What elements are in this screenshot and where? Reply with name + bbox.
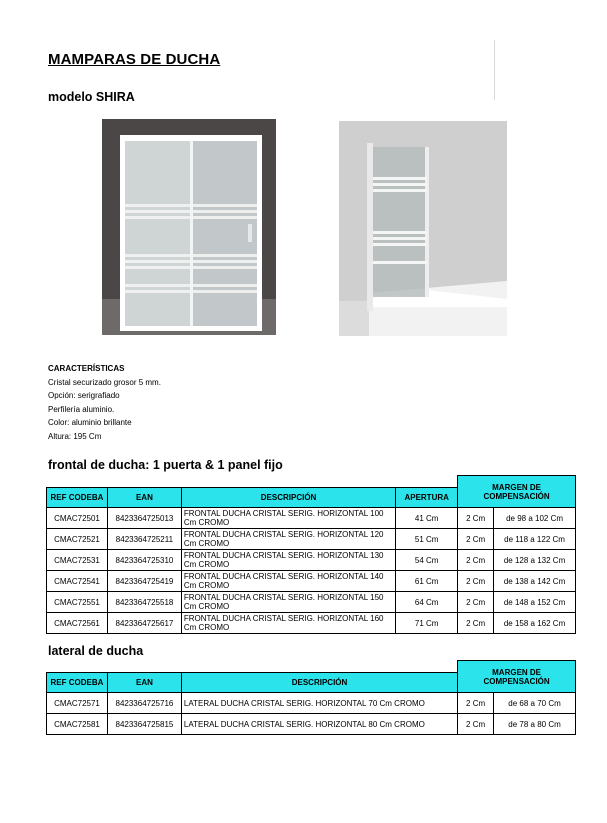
page-title: MAMPARAS DE DUCHA: [48, 51, 221, 68]
ref-cell: CMAC72531: [47, 550, 108, 571]
table-row: [47, 592, 576, 613]
margen-cell: 2 Cm: [458, 613, 494, 634]
apertura-cell: 71 Cm: [396, 613, 458, 634]
range-cell: de 138 a 142 Cm: [494, 571, 576, 592]
model-name: modelo SHIRA: [48, 90, 135, 104]
header-ean: EAN: [107, 488, 181, 508]
margen-cell: 2 Cm: [458, 529, 494, 550]
ean-cell: 8423364725419: [107, 571, 181, 592]
table-row: [47, 508, 576, 529]
range-cell: de 78 a 80 Cm: [494, 714, 576, 735]
ref-cell: CMAC72561: [47, 613, 108, 634]
margen-cell: 2 Cm: [458, 714, 494, 735]
characteristic-line: Opción: serigrafiado: [48, 391, 120, 400]
desc-cell: FRONTAL DUCHA CRISTAL SERIG. HORIZONTAL 100 Cm CROMO: [181, 508, 395, 529]
lateral-product-image: [339, 121, 507, 336]
header-margen: MARGEN DE COMPENSACIÓN: [458, 661, 576, 693]
characteristics-heading: CARACTERÍSTICAS: [48, 364, 125, 373]
margen-cell: 2 Cm: [458, 508, 494, 529]
frontal-product-image: [102, 119, 276, 335]
header-desc: DESCRIPCIÓN: [181, 673, 457, 693]
apertura-cell: 51 Cm: [396, 529, 458, 550]
ref-cell: CMAC72541: [47, 571, 108, 592]
range-cell: de 98 a 102 Cm: [494, 508, 576, 529]
apertura-cell: 41 Cm: [396, 508, 458, 529]
desc-cell: FRONTAL DUCHA CRISTAL SERIG. HORIZONTAL 140 Cm CROMO: [181, 571, 395, 592]
desc-cell: FRONTAL DUCHA CRISTAL SERIG. HORIZONTAL 150 Cm CROMO: [181, 592, 395, 613]
characteristic-line: Color: aluminio brillante: [48, 418, 132, 427]
apertura-cell: 64 Cm: [396, 592, 458, 613]
characteristics-block: [48, 362, 161, 443]
header-ref: REF CODEBA: [47, 488, 108, 508]
desc-cell: FRONTAL DUCHA CRISTAL SERIG. HORIZONTAL 130 Cm CROMO: [181, 550, 395, 571]
table-row: [47, 613, 576, 634]
desc-cell: LATERAL DUCHA CRISTAL SERIG. HORIZONTAL 80 Cm CROMO: [181, 714, 457, 735]
desc-cell: FRONTAL DUCHA CRISTAL SERIG. HORIZONTAL 120 Cm CROMO: [181, 529, 395, 550]
range-cell: de 68 a 70 Cm: [494, 693, 576, 714]
ean-cell: 8423364725716: [107, 693, 181, 714]
margen-cell: 2 Cm: [458, 592, 494, 613]
ref-cell: CMAC72521: [47, 529, 108, 550]
ean-cell: 8423364725617: [107, 613, 181, 634]
header-apertura: APERTURA: [396, 488, 458, 508]
page-divider: [494, 40, 495, 100]
ref-cell: CMAC72551: [47, 592, 108, 613]
lateral-table: [46, 660, 576, 735]
range-cell: de 128 a 132 Cm: [494, 550, 576, 571]
desc-cell: FRONTAL DUCHA CRISTAL SERIG. HORIZONTAL 160 Cm CROMO: [181, 613, 395, 634]
apertura-cell: 61 Cm: [396, 571, 458, 592]
header-ref: REF CODEBA: [47, 673, 108, 693]
ean-cell: 8423364725211: [107, 529, 181, 550]
characteristic-line: Altura: 195 Cm: [48, 431, 102, 441]
table-row: [47, 529, 576, 550]
ean-cell: 8423364725013: [107, 508, 181, 529]
ref-cell: CMAC72571: [47, 693, 108, 714]
frontal-table: [46, 475, 576, 634]
frontal-section-title: frontal de ducha: 1 puerta & 1 panel fijo: [48, 458, 283, 472]
characteristic-line: Perfilería aluminio.: [48, 404, 115, 414]
range-cell: de 158 a 162 Cm: [494, 613, 576, 634]
header-ean: EAN: [107, 673, 181, 693]
table-row: [47, 571, 576, 592]
ref-cell: CMAC72501: [47, 508, 108, 529]
ref-cell: CMAC72581: [47, 714, 108, 735]
margen-cell: 2 Cm: [458, 550, 494, 571]
ean-cell: 8423364725518: [107, 592, 181, 613]
apertura-cell: 54 Cm: [396, 550, 458, 571]
ean-cell: 8423364725815: [107, 714, 181, 735]
table-row: [47, 693, 576, 714]
table-row: [47, 550, 576, 571]
margen-cell: 2 Cm: [458, 693, 494, 714]
table-row: [47, 714, 576, 735]
range-cell: de 118 a 122 Cm: [494, 529, 576, 550]
ean-cell: 8423364725310: [107, 550, 181, 571]
lateral-section-title: lateral de ducha: [48, 644, 144, 658]
header-margen: MARGEN DE COMPENSACIÓN: [458, 476, 576, 508]
characteristic-line: Cristal securizado grosor 5 mm.: [48, 377, 161, 387]
desc-cell: LATERAL DUCHA CRISTAL SERIG. HORIZONTAL 70 Cm CROMO: [181, 693, 457, 714]
range-cell: de 148 a 152 Cm: [494, 592, 576, 613]
header-desc: DESCRIPCIÓN: [181, 488, 395, 508]
margen-cell: 2 Cm: [458, 571, 494, 592]
